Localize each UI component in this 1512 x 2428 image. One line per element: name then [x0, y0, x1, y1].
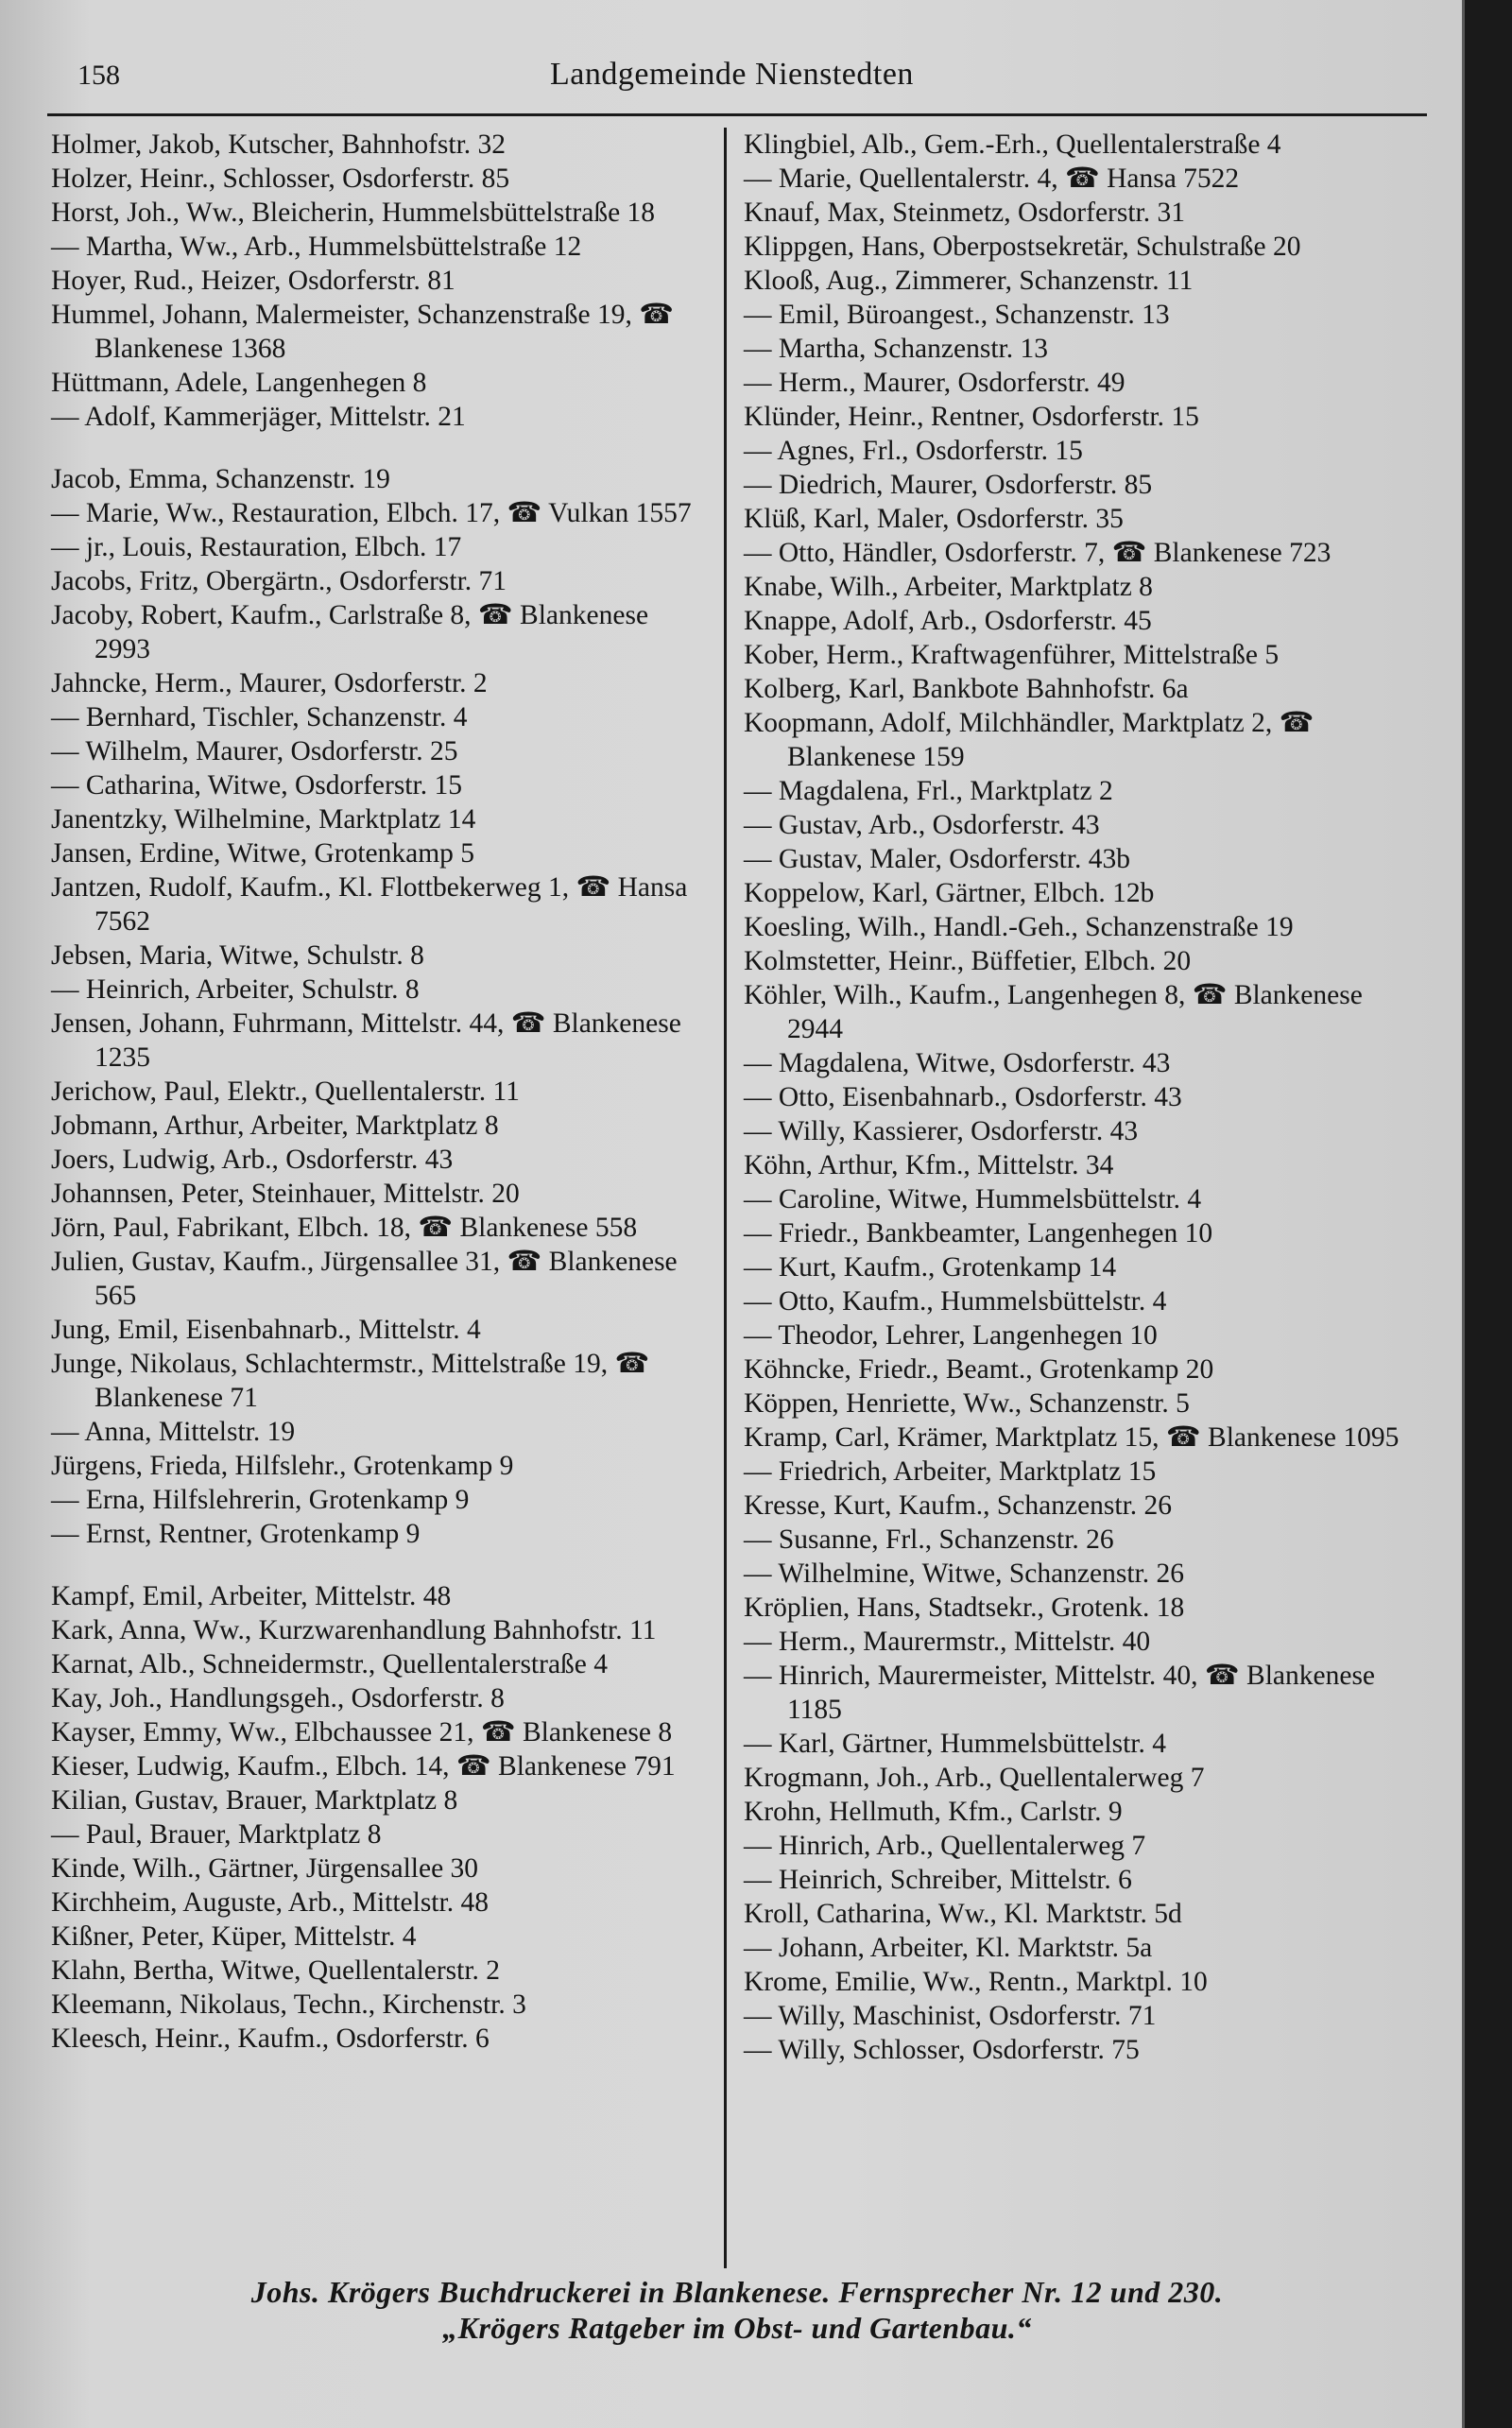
- directory-entry: — Martha, Schanzenstr. 13: [744, 334, 1048, 364]
- directory-entry: Kinde, Wilh., Gärtner, Jürgensallee 30: [51, 1853, 479, 1884]
- directory-entry: Klingbiel, Alb., Gem.-Erh., Quellentalerstraße 4: [744, 129, 1281, 160]
- directory-entry: Jebsen, Maria, Witwe, Schulstr. 8: [51, 940, 424, 971]
- directory-entry: — Willy, Kassierer, Osdorferstr. 43: [744, 1116, 1139, 1146]
- directory-entry: Kolberg, Karl, Bankbote Bahnhofstr. 6a: [744, 674, 1189, 704]
- directory-entry: Knappe, Adolf, Arb., Osdorferstr. 45: [744, 606, 1152, 636]
- directory-entry: Karnat, Alb., Schneidermstr., Quellentalerstraße 4: [51, 1649, 609, 1679]
- directory-entry: Knabe, Wilh., Arbeiter, Marktplatz 8: [744, 572, 1153, 602]
- directory-entry: — Gustav, Arb., Osdorferstr. 43: [744, 810, 1100, 840]
- directory-entry: Horst, Joh., Ww., Bleicherin, Hummelsbüttelstraße 18: [51, 198, 656, 228]
- directory-entry: Junge, Nikolaus, Schlachtermstr., Mittelstraße 19, ☎ Blankenese 71: [51, 1349, 650, 1413]
- directory-entry: — Wilhelmine, Witwe, Schanzenstr. 26: [744, 1558, 1184, 1589]
- directory-entry: — Emil, Büroangest., Schanzenstr. 13: [744, 300, 1170, 330]
- directory-entry: Holzer, Heinr., Schlosser, Osdorferstr. 85: [51, 164, 510, 194]
- right-column: [724, 128, 1400, 2268]
- footer-line-printer: Johs. Krögers Buchdruckerei in Blankenese. Fernsprecher Nr. 12 und 230.: [250, 2275, 1224, 2309]
- directory-entry: Kilian, Gustav, Brauer, Marktplatz 8: [51, 1785, 458, 1816]
- directory-entry: — Wilhelm, Maurer, Osdorferstr. 25: [51, 736, 458, 766]
- directory-entry: — Otto, Händler, Osdorferstr. 7, ☎ Blankenese 723: [744, 538, 1332, 568]
- directory-entry: Koopmann, Adolf, Milchhändler, Marktplatz 2, ☎ Blankenese 159: [744, 708, 1314, 772]
- directory-entry: — Heinrich, Schreiber, Mittelstr. 6: [744, 1865, 1132, 1895]
- directory-entry: — Willy, Maschinist, Osdorferstr. 71: [744, 2001, 1157, 2031]
- directory-entry: — Paul, Brauer, Marktplatz 8: [51, 1819, 382, 1850]
- directory-entry: Kißner, Peter, Küper, Mittelstr. 4: [51, 1921, 417, 1952]
- page-title: Landgemeinde Nienstedten: [550, 57, 914, 92]
- directory-entry: Jung, Emil, Eisenbahnarb., Mittelstr. 4: [51, 1315, 481, 1345]
- directory-entry: — Caroline, Witwe, Hummelsbüttelstr. 4: [744, 1184, 1202, 1214]
- directory-entry: — Anna, Mittelstr. 19: [51, 1417, 296, 1447]
- directory-entry: — Friedr., Bankbeamter, Langenhegen 10: [744, 1218, 1213, 1248]
- directory-entry: Jahncke, Herm., Maurer, Osdorferstr. 2: [51, 668, 488, 698]
- page-number: 158: [77, 60, 120, 91]
- directory-entry: Klünder, Heinr., Rentner, Osdorferstr. 15: [744, 402, 1199, 432]
- directory-entry: — Herm., Maurermstr., Mittelstr. 40: [744, 1627, 1151, 1657]
- directory-entry: — Gustav, Maler, Osdorferstr. 43b: [744, 844, 1131, 874]
- directory-entry: Jerichow, Paul, Elektr., Quellentalerstr. 11: [51, 1076, 520, 1107]
- directory-entry: Koesling, Wilh., Handl.-Geh., Schanzenstraße 19: [744, 912, 1294, 942]
- directory-entry: Krome, Emilie, Ww., Rentn., Marktpl. 10: [744, 1967, 1208, 1997]
- directory-entry: — Adolf, Kammerjäger, Mittelstr. 21: [51, 402, 466, 432]
- directory-entry: — Magdalena, Frl., Marktplatz 2: [744, 776, 1113, 806]
- directory-entry: — Erna, Hilfslehrerin, Grotenkamp 9: [51, 1485, 470, 1515]
- directory-entry: Köhncke, Friedr., Beamt., Grotenkamp 20: [744, 1354, 1214, 1385]
- directory-entry: Jacob, Emma, Schanzenstr. 19: [51, 464, 390, 494]
- directory-entry: — Bernhard, Tischler, Schanzenstr. 4: [51, 702, 468, 732]
- directory-entry: Johannsen, Peter, Steinhauer, Mittelstr. 20: [51, 1179, 520, 1209]
- directory-entry: — Otto, Eisenbahnarb., Osdorferstr. 43: [744, 1082, 1182, 1112]
- page-header: [47, 57, 1427, 116]
- directory-entry: — Hinrich, Maurermeister, Mittelstr. 40, ☎ Blankenese 1185: [744, 1661, 1376, 1725]
- directory-entry: — Heinrich, Arbeiter, Schulstr. 8: [51, 974, 420, 1005]
- directory-entry: — Johann, Arbeiter, Kl. Marktstr. 5a: [744, 1933, 1153, 1963]
- directory-entry: Jürgens, Frieda, Hilfslehr., Grotenkamp 9: [51, 1451, 514, 1481]
- directory-entry: Kayser, Emmy, Ww., Elbchaussee 21, ☎ Blankenese 8: [51, 1717, 673, 1748]
- directory-entry: Jansen, Erdine, Witwe, Grotenkamp 5: [51, 838, 475, 869]
- directory-entry: Janentzky, Wilhelmine, Marktplatz 14: [51, 804, 476, 835]
- directory-entry: Jobmann, Arthur, Arbeiter, Marktplatz 8: [51, 1111, 499, 1141]
- directory-entry: Kleesch, Heinr., Kaufm., Osdorferstr. 6: [51, 2023, 490, 2054]
- left-column: [47, 128, 724, 2268]
- directory-entry: — Magdalena, Witwe, Osdorferstr. 43: [744, 1048, 1171, 1078]
- directory-entry: Koppelow, Karl, Gärtner, Elbch. 12b: [744, 878, 1155, 908]
- directory-entry: Julien, Gustav, Kaufm., Jürgensallee 31, ☎ Blankenese 565: [51, 1247, 678, 1311]
- letter-section-gap: [51, 434, 711, 462]
- directory-entry: Kampf, Emil, Arbeiter, Mittelstr. 48: [51, 1581, 452, 1611]
- directory-entry: Kark, Anna, Ww., Kurzwarenhandlung Bahnhofstr. 11: [51, 1615, 657, 1645]
- footer-line-advert: „Krögers Ratgeber im Obst- und Gartenbau.“: [442, 2311, 1032, 2345]
- directory-entry: Kramp, Carl, Krämer, Marktplatz 15, ☎ Blankenese 1095: [744, 1422, 1400, 1453]
- directory-entry: Kirchheim, Auguste, Arb., Mittelstr. 48: [51, 1887, 489, 1918]
- directory-entry: Hoyer, Rud., Heizer, Osdorferstr. 81: [51, 266, 455, 296]
- directory-entry: — Theodor, Lehrer, Langenhegen 10: [744, 1320, 1158, 1351]
- binding-edge: [1465, 0, 1512, 2428]
- directory-entry: Köhler, Wilh., Kaufm., Langenhegen 8, ☎ Blankenese 2944: [744, 980, 1363, 1044]
- entry-columns: [47, 128, 1427, 2268]
- directory-entry: — Friedrich, Arbeiter, Marktplatz 15: [744, 1456, 1157, 1487]
- directory-entry: — Susanne, Frl., Schanzenstr. 26: [744, 1524, 1114, 1555]
- directory-entry: — Diedrich, Maurer, Osdorferstr. 85: [744, 470, 1153, 500]
- directory-entry: Kolmstetter, Heinr., Büffetier, Elbch. 20: [744, 946, 1192, 976]
- directory-entry: — Otto, Kaufm., Hummelsbüttelstr. 4: [744, 1286, 1167, 1317]
- directory-entry: Joers, Ludwig, Arb., Osdorferstr. 43: [51, 1145, 454, 1175]
- directory-entry: Krohn, Hellmuth, Kfm., Carlstr. 9: [744, 1797, 1123, 1827]
- directory-entry: — Herm., Maurer, Osdorferstr. 49: [744, 368, 1125, 398]
- directory-entry: — jr., Louis, Restauration, Elbch. 17: [51, 532, 462, 562]
- directory-entry: — Marie, Quellentalerstr. 4, ☎ Hansa 7522: [744, 164, 1240, 194]
- directory-entry: Köppen, Henriette, Ww., Schanzenstr. 5: [744, 1388, 1190, 1419]
- directory-entry: — Ernst, Rentner, Grotenkamp 9: [51, 1519, 421, 1549]
- directory-entry: Jacoby, Robert, Kaufm., Carlstraße 8, ☎ Blankenese 2993: [51, 600, 649, 664]
- directory-entry: Hüttmann, Adele, Langenhegen 8: [51, 368, 427, 398]
- directory-entry: Klooß, Aug., Zimmerer, Schanzenstr. 11: [744, 266, 1194, 296]
- letter-section-gap: [51, 1551, 711, 1579]
- directory-entry: Jörn, Paul, Fabrikant, Elbch. 18, ☎ Blankenese 558: [51, 1213, 638, 1243]
- directory-entry: Klippgen, Hans, Oberpostsekretär, Schulstraße 20: [744, 232, 1301, 262]
- directory-entry: Kresse, Kurt, Kaufm., Schanzenstr. 26: [744, 1490, 1173, 1521]
- directory-entry: — Catharina, Witwe, Osdorferstr. 15: [51, 770, 462, 801]
- directory-entry: Jacobs, Fritz, Obergärtn., Osdorferstr. 71: [51, 566, 507, 596]
- directory-entry: — Martha, Ww., Arb., Hummelsbüttelstraße 12: [51, 232, 582, 262]
- printer-footer: [47, 2274, 1427, 2346]
- directory-entry: Kay, Joh., Handlungsgeh., Osdorferstr. 8: [51, 1683, 505, 1713]
- directory-entry: — Kurt, Kaufm., Grotenkamp 14: [744, 1252, 1117, 1283]
- directory-entry: Holmer, Jakob, Kutscher, Bahnhofstr. 32: [51, 129, 507, 160]
- directory-entry: — Agnes, Frl., Osdorferstr. 15: [744, 436, 1083, 466]
- directory-entry: Kieser, Ludwig, Kaufm., Elbch. 14, ☎ Blankenese 791: [51, 1751, 676, 1782]
- directory-entry: Kleemann, Nikolaus, Techn., Kirchenstr. 3: [51, 1989, 526, 2020]
- directory-entry: — Marie, Ww., Restauration, Elbch. 17, ☎ Vulkan 1557: [51, 498, 692, 528]
- directory-entry: Jantzen, Rudolf, Kaufm., Kl. Flottbekerweg 1, ☎ Hansa 7562: [51, 872, 688, 937]
- directory-entry: Klahn, Bertha, Witwe, Quellentalerstr. 2: [51, 1955, 501, 1986]
- directory-entry: Jensen, Johann, Fuhrmann, Mittelstr. 44, ☎ Blankenese 1235: [51, 1008, 681, 1073]
- directory-entry: Klüß, Karl, Maler, Osdorferstr. 35: [744, 504, 1124, 534]
- directory-entry: — Karl, Gärtner, Hummelsbüttelstr. 4: [744, 1729, 1166, 1759]
- directory-entry: — Hinrich, Arb., Quellentalerweg 7: [744, 1831, 1146, 1861]
- directory-entry: — Willy, Schlosser, Osdorferstr. 75: [744, 2035, 1140, 2065]
- directory-entry: Kober, Herm., Kraftwagenführer, Mittelstraße 5: [744, 640, 1280, 670]
- directory-entry: Hummel, Johann, Malermeister, Schanzenstraße 19, ☎ Blankenese 1368: [51, 300, 674, 364]
- directory-entry: Kroll, Catharina, Ww., Kl. Marktstr. 5d: [744, 1899, 1182, 1929]
- directory-entry: Knauf, Max, Steinmetz, Osdorferstr. 31: [744, 198, 1185, 228]
- directory-entry: Krogmann, Joh., Arb., Quellentalerweg 7: [744, 1763, 1205, 1793]
- directory-entry: Köhn, Arthur, Kfm., Mittelstr. 34: [744, 1150, 1114, 1180]
- directory-entry: Kröplien, Hans, Stadtsekr., Grotenk. 18: [744, 1593, 1185, 1623]
